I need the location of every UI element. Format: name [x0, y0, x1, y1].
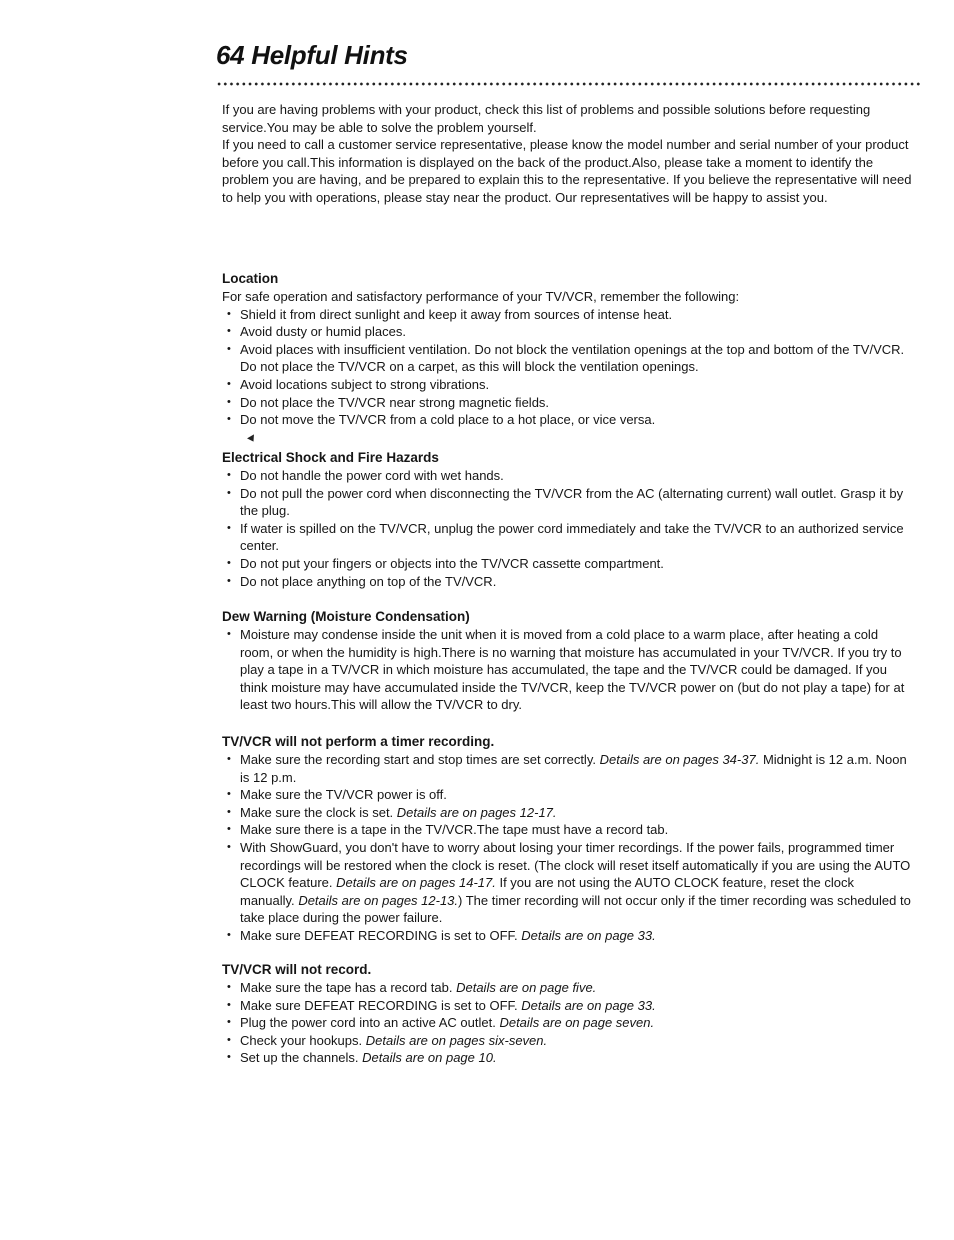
location-section — [222, 270, 912, 429]
item-text: Midnight is 12 a.m. Noon is 12 p.m. — [240, 752, 907, 785]
dotted-rule — [216, 82, 920, 86]
item-text: Make sure DEFEAT RECORDING is set to OFF. — [240, 927, 518, 943]
item-text: ) The timer recording will not occur only if the timer recording was scheduled to take place during the power failure. — [240, 892, 911, 926]
list-item — [222, 1014, 912, 1032]
timer-section — [222, 733, 912, 945]
item-text: Make sure DEFEAT RECORDING is set to OFF. — [240, 997, 518, 1013]
item-text: With ShowGuard, you don't have to worry about losing your timer recordings. If the power fails, programmed timer recordings will be restored when the clock is reset. (The clock will reset itself automatically if you are using the AUTO CLOCK feature. — [240, 839, 911, 891]
list-item: • Make sure there is a tape in the TV/VCR.The tape must have a record tab. — [222, 821, 912, 839]
list-item — [222, 927, 912, 945]
item-text: If you are not using the AUTO CLOCK feature, reset the clock manually. — [240, 875, 855, 908]
list-item: • Do not put your fingers or objects into the TV/VCR cassette compartment. — [222, 555, 912, 573]
page-reference: Details are on page 10. — [362, 1050, 497, 1066]
list-item: • Avoid places with insufficient ventilation. Do not block the ventilation openings at the top and bottom of the TV/VCR. Do not place the TV/VCR on a carpet, as this will block the ventilation openings. — [222, 341, 912, 376]
intro-text — [222, 101, 912, 207]
bullet-list — [222, 306, 912, 429]
list-item — [222, 804, 912, 822]
page-reference: Details are on pages 12-17. — [396, 804, 557, 820]
bullet-list — [222, 979, 912, 1067]
page-reference: Details are on pages 34-37. — [599, 752, 760, 767]
bullet-list — [222, 751, 912, 945]
list-item — [222, 1049, 912, 1067]
page-reference: Details are on pages 14-17. — [336, 875, 496, 891]
page-reference: Details are on page 33. — [521, 997, 656, 1013]
section-heading: Dew Warning (Moisture Condensation) — [222, 609, 470, 624]
item-text: Make sure the tape has a record tab. — [240, 980, 453, 995]
section-lead: For safe operation and satisfactory performance of your TV/VCR, remember the following: — [222, 289, 740, 304]
list-item: • Avoid dusty or humid places. — [222, 323, 912, 341]
dew-section — [222, 608, 912, 714]
page-reference: Details are on page 33. — [521, 927, 656, 943]
section-heading: TV/VCR will not perform a timer recording. — [222, 734, 495, 749]
intro-paragraph: If you are having problems with your product, check this list of problems and possible solutions before requesting service.You may be able to solve the problem yourself. — [222, 102, 871, 135]
list-item — [222, 751, 912, 786]
list-item: • Make sure the TV/VCR power is off. — [222, 786, 912, 804]
bullet-list — [222, 467, 912, 590]
bullet-list — [222, 626, 912, 714]
stray-arrow-mark — [247, 434, 257, 443]
section-heading: Location — [222, 271, 279, 286]
list-item — [222, 839, 912, 927]
page-title: 64 Helpful Hints — [216, 40, 408, 70]
list-item: • Do not place the TV/VCR near strong magnetic fields. — [222, 394, 912, 412]
list-item: • Do not pull the power cord when disconnecting the TV/VCR from the AC (alternating current) wall outlet. Grasp it by the plug. — [222, 485, 912, 520]
list-item: • Do not place anything on top of the TV/VCR. — [222, 573, 912, 591]
page-reference: Details are on pages 12-13. — [298, 892, 459, 908]
item-text: Check your hookups. — [240, 1032, 363, 1048]
list-item: • Moisture may condense inside the unit when it is moved from a cold place to a warm place, after heating a cold room, or when the humidity is high.There is no warning that moisture has accumulated in your TV/VCR. If you try to play a tape in a TV/VCR in which moisture has accumulated, the tape and the TV/VCR could be damaged. If you think moisture may have accumulated inside the TV/VCR, keep the TV/VCR power on (but do not play a tape) for at least two hours.This will allow the TV/VCR to dry. — [222, 626, 912, 714]
intro-paragraph: If you need to call a customer service representative, please know the model number and serial number of your product before you call.This information is displayed on the back of the product.Also, please take a moment to identify the problem you are having, and be prepared to explain this to the representative. If you believe the representative will need to help you with operations, please stay near the product. Our representatives will be happy to assist you. — [222, 137, 912, 205]
item-text: Plug the power cord into an active AC outlet. — [240, 1015, 496, 1031]
item-text: Make sure the clock is set. — [240, 804, 394, 820]
list-item — [222, 997, 912, 1015]
list-item: • Avoid locations subject to strong vibrations. — [222, 376, 912, 394]
record-section — [222, 961, 912, 1067]
shock-section — [222, 449, 912, 590]
list-item: • If water is spilled on the TV/VCR, unplug the power cord immediately and take the TV/VCR to an authorized service center. — [222, 520, 912, 555]
item-text: Set up the channels. — [240, 1050, 359, 1066]
list-item: • Do not move the TV/VCR from a cold place to a hot place, or vice versa. — [222, 411, 912, 429]
list-item — [222, 979, 912, 997]
page-reference: Details are on pages six-seven. — [365, 1032, 548, 1048]
section-heading: Electrical Shock and Fire Hazards — [222, 450, 439, 465]
list-item: • Shield it from direct sunlight and keep it away from sources of intense heat. — [222, 306, 912, 324]
page-reference: Details are on page five. — [456, 980, 597, 995]
section-heading: TV/VCR will not record. — [222, 962, 372, 977]
item-text: Make sure the recording start and stop times are set correctly. — [240, 752, 596, 767]
list-item: • Do not handle the power cord with wet hands. — [222, 467, 912, 485]
page-reference: Details are on page seven. — [499, 1015, 655, 1031]
list-item — [222, 1032, 912, 1050]
